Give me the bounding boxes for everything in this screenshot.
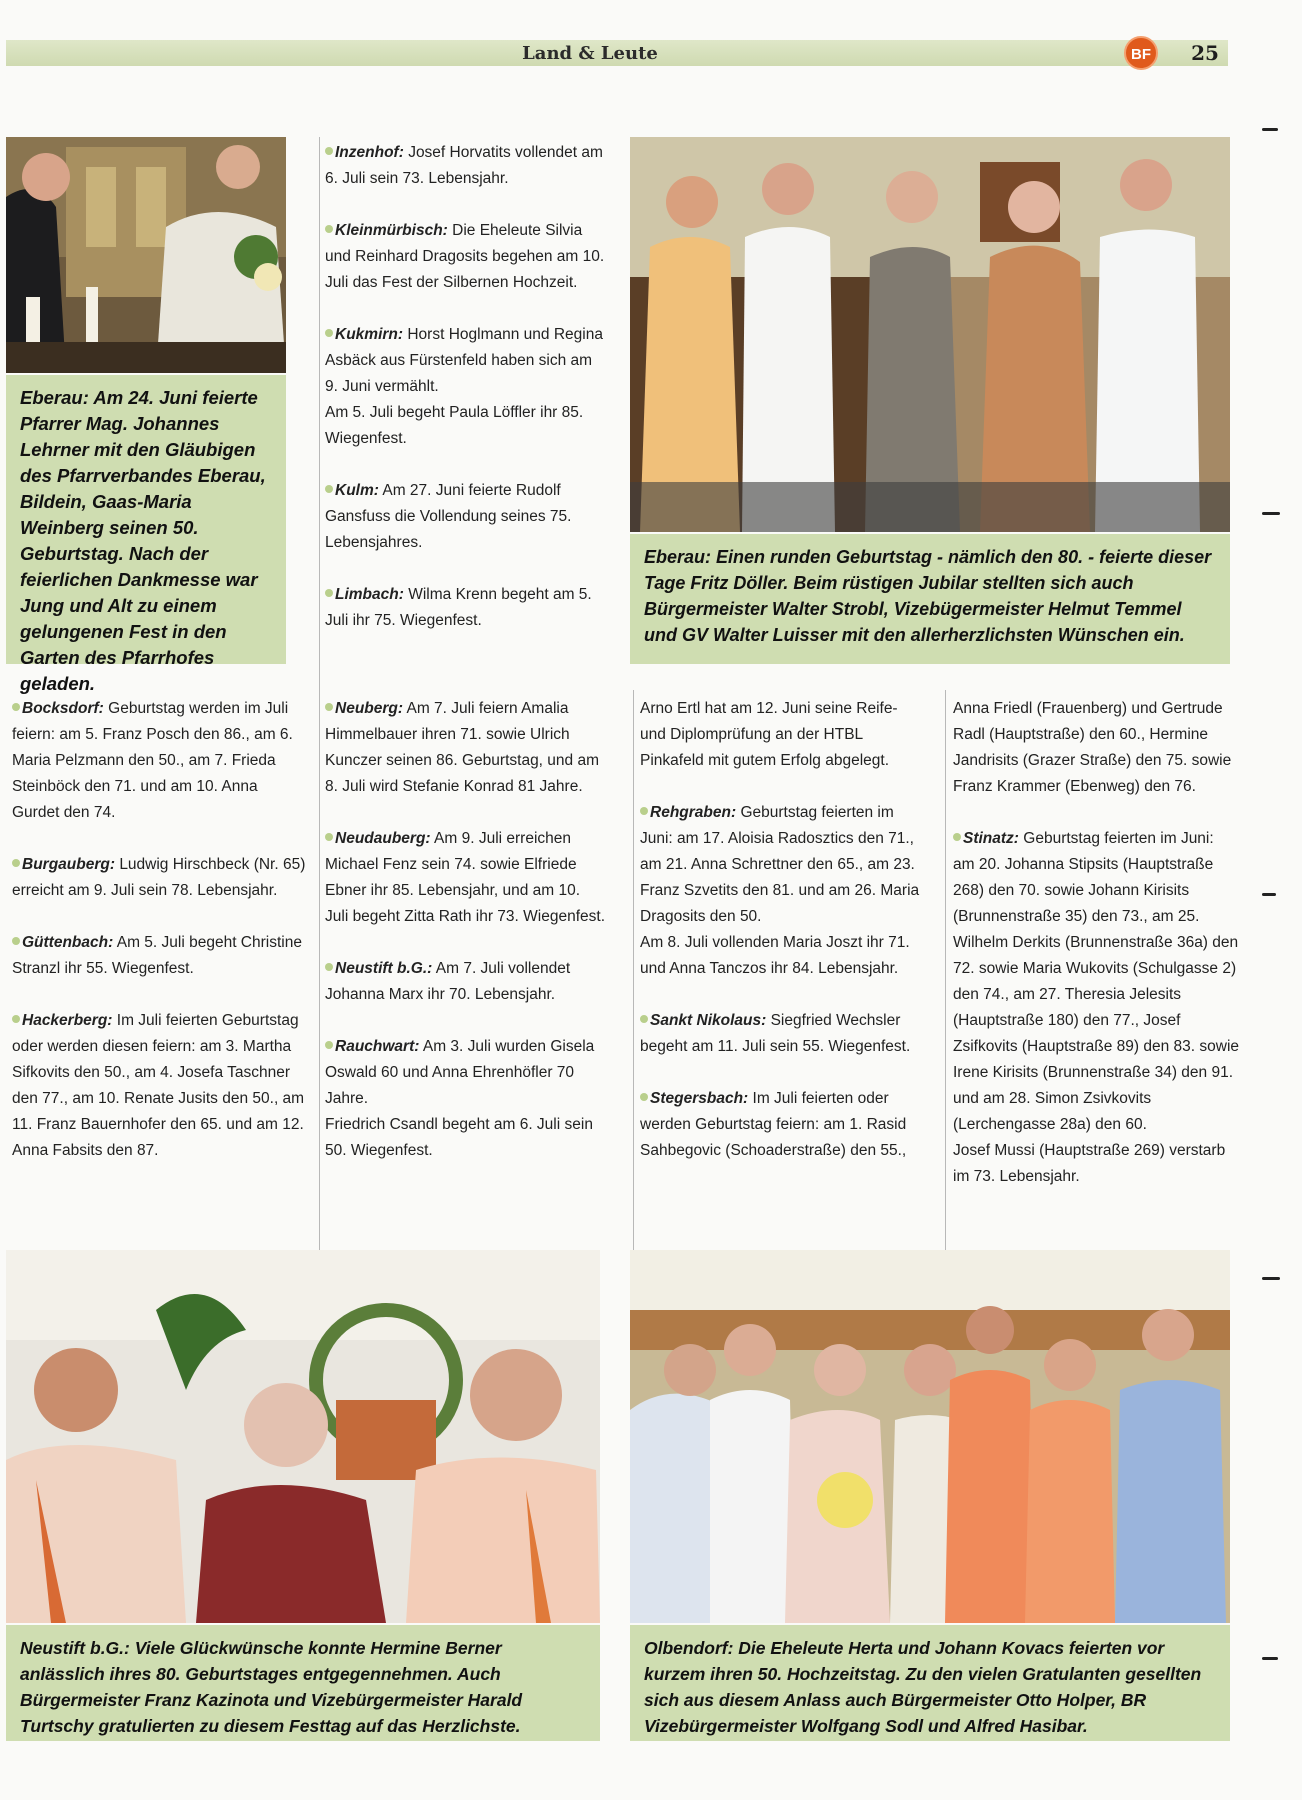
bullet-icon <box>640 1015 648 1023</box>
place-name: Neudauberg: <box>335 830 431 847</box>
column-divider <box>945 690 946 1250</box>
news-item <box>325 582 607 634</box>
bullet-icon <box>325 703 333 711</box>
caption-hermine-berner: Neustift b.G.: Viele Glückwünsche konnte Hermine Berner anlässlich ihres 80. Geburtstages entgegennehmen. Auch Bürgermeister Franz Kazinota und Vizebürgermeister Harald Turtschy gratulierten zu diesem Festtag auf das Herzlichste. <box>6 1625 600 1741</box>
bullet-icon <box>12 1015 20 1023</box>
place-name: Rauchwart: <box>335 1038 420 1055</box>
news-text: Am 7. Juli feiern Amalia Himmelbauer ihren 71. sowie Ulrich Kunczer seinen 86. Geburtstag, und am 8. Juli wird Stefanie Konrad 81 Jahre. <box>325 700 599 795</box>
place-name: Limbach: <box>335 586 404 603</box>
place-name: Kukmirn: <box>335 326 404 343</box>
news-text: Josef Mussi (Hauptstraße 269) verstarb im 73. Lebensjahr. <box>953 1142 1226 1185</box>
news-item <box>640 1008 924 1060</box>
news-column-1 <box>12 696 308 1251</box>
news-text: Ludwig Hirschbeck (Nr. 65) erreicht am 9. Juli sein 78. Lebensjahr. <box>12 856 306 899</box>
place-name: Neuberg: <box>335 700 404 717</box>
news-item <box>325 140 607 192</box>
news-item <box>325 696 607 800</box>
news-item <box>325 478 607 556</box>
news-text: Am 27. Juni feierte Rudolf Gansfuss die Vollendung seines 75. Lebensjahres. <box>325 482 572 551</box>
news-column-4 <box>953 696 1239 1251</box>
bullet-icon <box>640 807 648 815</box>
news-text: Am 9. Juli erreichen Michael Fenz sein 74. sowie Elfriede Ebner ihr 85. Lebensjahr, und am 10. Juli begeht Zitta Rath ihr 73. Wiegenfest. <box>325 830 606 925</box>
news-text: Am 5. Juli begeht Christine Stranzl ihr 55. Wiegenfest. <box>12 934 302 977</box>
photo-80th-birthday-group <box>630 137 1230 532</box>
news-text: Am 3. Juli wurden Gisela Oswald 60 und Anna Ehrenhöfler 70 Jahre. <box>325 1038 595 1107</box>
news-column-top <box>325 140 607 670</box>
scan-mark <box>1262 893 1276 896</box>
news-item <box>12 1008 308 1164</box>
news-text: Anna Friedl (Frauenberg) und Gertrude Radl (Hauptstraße) den 60., Hermine Jandrisits (Grazer Straße) den 75. sowie Franz Krammer (Ebenweg) den 76. <box>953 700 1232 795</box>
news-item <box>640 696 924 774</box>
place-name: Neustift b.G.: <box>335 960 433 977</box>
news-item <box>12 930 308 982</box>
bullet-icon <box>325 485 333 493</box>
news-text: Geburtstag feierten im Juni: am 17. Aloisia Radosztics den 71., am 21. Anna Schrettner den 65., am 23. Franz Szvetits den 81. und am 26. Maria Dragosits den 50. <box>640 804 920 925</box>
bullet-icon <box>325 963 333 971</box>
scan-mark <box>1262 128 1278 131</box>
photo-priest-birthday <box>6 137 286 373</box>
news-text: Friedrich Csandl begeht am 6. Juli sein 50. Wiegenfest. <box>325 1116 593 1159</box>
news-text: Am 5. Juli begeht Paula Löffler ihr 85. Wiegenfest. <box>325 404 584 447</box>
news-text: Die Eheleute Silvia und Reinhard Dragosits begehen am 10. Juli das Fest der Silbernen Hochzeit. <box>325 222 605 291</box>
news-item <box>325 1034 607 1164</box>
place-name: Kleinmürbisch: <box>335 222 448 239</box>
news-item <box>325 322 607 452</box>
bullet-icon <box>325 147 333 155</box>
bullet-icon <box>12 859 20 867</box>
news-text: Am 8. Juli vollenden Maria Joszt ihr 71. und Anna Tanczos ihr 84. Lebensjahr. <box>640 934 910 977</box>
news-item <box>12 696 308 826</box>
scan-mark <box>1262 1657 1278 1660</box>
news-item <box>953 696 1239 800</box>
news-item <box>640 800 924 982</box>
caption-kovacs-golden-wedding: Olbendorf: Die Eheleute Herta und Johann Kovacs feierten vor kurzem ihren 50. Hochzeitstag. Zu den vielen Gratulanten gesellten sich aus diesem Anlass auch Bürgermeister Otto Holper, BR Vizebürgermeister Wolfgang Sodl und Alfred Hasibar. <box>630 1625 1230 1741</box>
bullet-icon <box>12 937 20 945</box>
news-text: Siegfried Wechsler begeht am 11. Juli sein 55. Wiegenfest. <box>640 1012 911 1055</box>
bullet-icon <box>325 833 333 841</box>
news-text: Im Juli feierten oder werden Geburtstag feiern: am 1. Rasid Sahbegovic (Schoaderstraße) den 55., <box>640 1090 907 1159</box>
news-column-3 <box>640 696 924 1251</box>
place-name: Burgauberg: <box>22 856 115 873</box>
news-text: Wilma Krenn begeht am 5. Juli ihr 75. Wiegenfest. <box>325 586 592 629</box>
scan-mark <box>1262 512 1280 515</box>
bf-logo: BF <box>1124 36 1158 70</box>
bullet-icon <box>325 329 333 337</box>
place-name: Güttenbach: <box>22 934 114 951</box>
place-name: Sankt Nikolaus: <box>650 1012 767 1029</box>
caption-80th-birthday: Eberau: Einen runden Geburtstag - nämlich den 80. - feierte dieser Tage Fritz Döller. Beim rüstigen Jubilar stellten sich auch Bürgermeister Walter Strobl, Vizebügermeister Helmut Temmel und GV Walter Luisser mit den allerherzlichsten Wünschen ein. <box>630 534 1230 664</box>
news-text: Im Juli feierten Geburtstag oder werden diesen feiern: am 3. Martha Sifkovits den 50., am 4. Josefa Taschner den 77., am 10. Renate Jusits den 50., am 11. Franz Bauernhofer den 65. und am 12. Anna Fabsits den 87. <box>12 1012 305 1159</box>
news-item <box>325 218 607 296</box>
column-divider <box>633 690 634 1250</box>
bullet-icon <box>953 833 961 841</box>
bullet-icon <box>325 225 333 233</box>
news-item <box>325 956 607 1008</box>
scan-mark <box>1262 1277 1280 1280</box>
bullet-icon <box>325 589 333 597</box>
bullet-icon <box>12 703 20 711</box>
news-item <box>325 826 607 930</box>
bullet-icon <box>640 1093 648 1101</box>
news-text: Geburtstag werden im Juli feiern: am 5. Franz Posch den 86., am 6. Maria Pelzmann den 50., am 7. Frieda Steinböck den 71. und am 10. Anna Gurdet den 74. <box>12 700 293 821</box>
caption-priest-birthday: Eberau: Am 24. Juni feierte Pfarrer Mag. Johannes Lehrner mit den Gläubigen des Pfarrverbandes Eberau, Bildein, Gaas-Maria Weinberg seinen 50. Geburtstag. Nach der feierlichen Dankmesse war Jung und Alt zu einem gelungenen Fest in den Garten des Pfarrhofes geladen. <box>6 375 286 664</box>
news-text: Josef Horvatits vollendet am 6. Juli sein 73. Lebensjahr. <box>325 144 603 187</box>
place-name: Stinatz: <box>963 830 1019 847</box>
place-name: Hackerberg: <box>22 1012 113 1029</box>
section-title: Land & Leute <box>522 43 658 64</box>
news-text: Arno Ertl hat am 12. Juni seine Reife- und Diplomprüfung an der HTBL Pinkafeld mit gutem Erfolg abgelegt. <box>640 700 898 769</box>
place-name: Bocksdorf: <box>22 700 104 717</box>
place-name: Inzenhof: <box>335 144 404 161</box>
news-text: Horst Hoglmann und Regina Asbäck aus Fürstenfeld haben sich am 9. Juni vermählt. <box>325 326 603 395</box>
news-item <box>12 852 308 904</box>
news-text: Geburtstag feierten im Juni: am 20. Johanna Stipsits (Hauptstraße 268) den 70. sowie Johann Kirisits (Brunnenstraße 35) den 73., am 25. Wilhelm Derkits (Brunnenstraße 36a) den 72. sowie Maria Wukovits (Schulgasse 2) den 74., am 27. Theresia Jelesits (Hauptstraße 180) den 77., Josef Zsifkovits (Hauptstraße 89) den 83. sowie Irene Kirisits (Brunnenstraße 34) den 91. und am 28. Simon Zsivkovits (Lerchengasse 28a) den 60. <box>953 830 1240 1133</box>
news-item <box>640 1086 924 1164</box>
photo-hermine-berner <box>6 1250 600 1623</box>
place-name: Stegersbach: <box>650 1090 749 1107</box>
place-name: Kulm: <box>335 482 379 499</box>
bullet-icon <box>325 1041 333 1049</box>
place-name: Rehgraben: <box>650 804 737 821</box>
photo-kovacs-golden-wedding <box>630 1250 1230 1623</box>
page-number: 25 <box>1191 41 1219 65</box>
news-text: Am 7. Juli vollendet Johanna Marx ihr 70. Lebensjahr. <box>325 960 571 1003</box>
news-item <box>953 826 1239 1190</box>
column-divider <box>319 137 320 1252</box>
news-column-2 <box>325 696 607 1251</box>
